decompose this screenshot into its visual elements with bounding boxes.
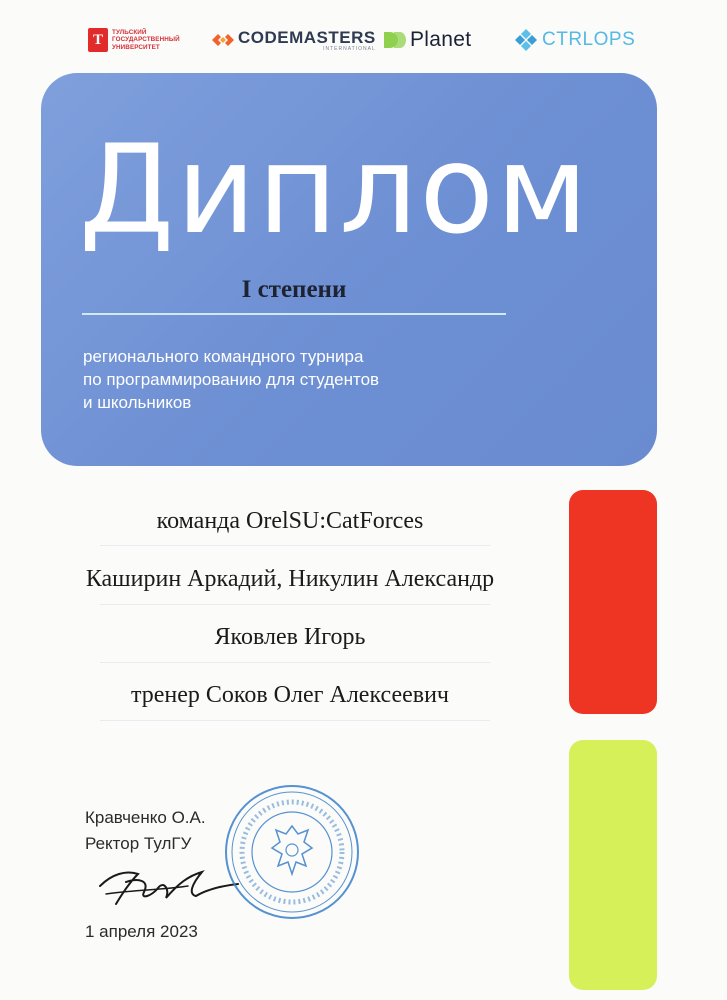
tsu-logo	[88, 24, 180, 56]
signatory-name: Кравченко О.А.	[85, 808, 206, 827]
members-underline-1	[100, 604, 490, 605]
codemasters-logo	[212, 24, 376, 56]
codemasters-logo-subtext: INTERNATIONAL	[323, 45, 376, 52]
lime-decor-block	[569, 740, 657, 990]
tsu-logo-line-1: ТУЛЬСКИЙ	[112, 28, 147, 36]
team-name: команда OrelSU:CatForces	[156, 508, 424, 534]
coach-underline	[100, 720, 490, 721]
coach-name: тренер Соков Олег Алексеевич	[130, 682, 450, 708]
tsu-logo-line-2: ГОСУДАРСТВЕННЫЙ	[112, 36, 180, 44]
ctrlops-logo	[514, 24, 635, 56]
red-decor-block	[569, 490, 657, 714]
signing-date: 1 апреля 2023	[85, 922, 198, 941]
description-line-2: по программированию для студентов	[83, 370, 380, 389]
description-line-3: и школьников	[83, 393, 192, 412]
members-underline-2	[100, 662, 490, 663]
tsu-emblem-icon: Т	[88, 28, 108, 52]
planet-logo	[384, 24, 471, 56]
codemasters-logo-text: CODEMASTERS	[238, 27, 376, 47]
official-seal-stamp	[222, 782, 362, 922]
ctrlops-logo-text: CTRLOPS	[542, 29, 636, 50]
members-line-2: Яковлев Игорь	[214, 624, 366, 650]
signature-image	[92, 860, 242, 910]
members-line-1: Каширин Аркадий, Никулин Александр	[85, 566, 495, 592]
ctrlops-mark-icon	[514, 28, 538, 52]
description-line-1: регионального командного турнира	[83, 347, 364, 366]
degree-divider	[82, 313, 506, 315]
diploma-degree: I степени	[241, 276, 347, 303]
diploma-description	[83, 345, 503, 414]
planet-logo-text: Planet	[410, 28, 472, 51]
tsu-logo-line-3: УНИВЕРСИТЕТ	[112, 43, 160, 51]
signatory-position: Ректор ТулГУ	[85, 834, 192, 853]
diploma-title: Диплом	[79, 119, 591, 261]
codemasters-mark-icon	[212, 31, 234, 49]
planet-mark-icon	[384, 32, 406, 48]
team-underline	[100, 545, 490, 546]
